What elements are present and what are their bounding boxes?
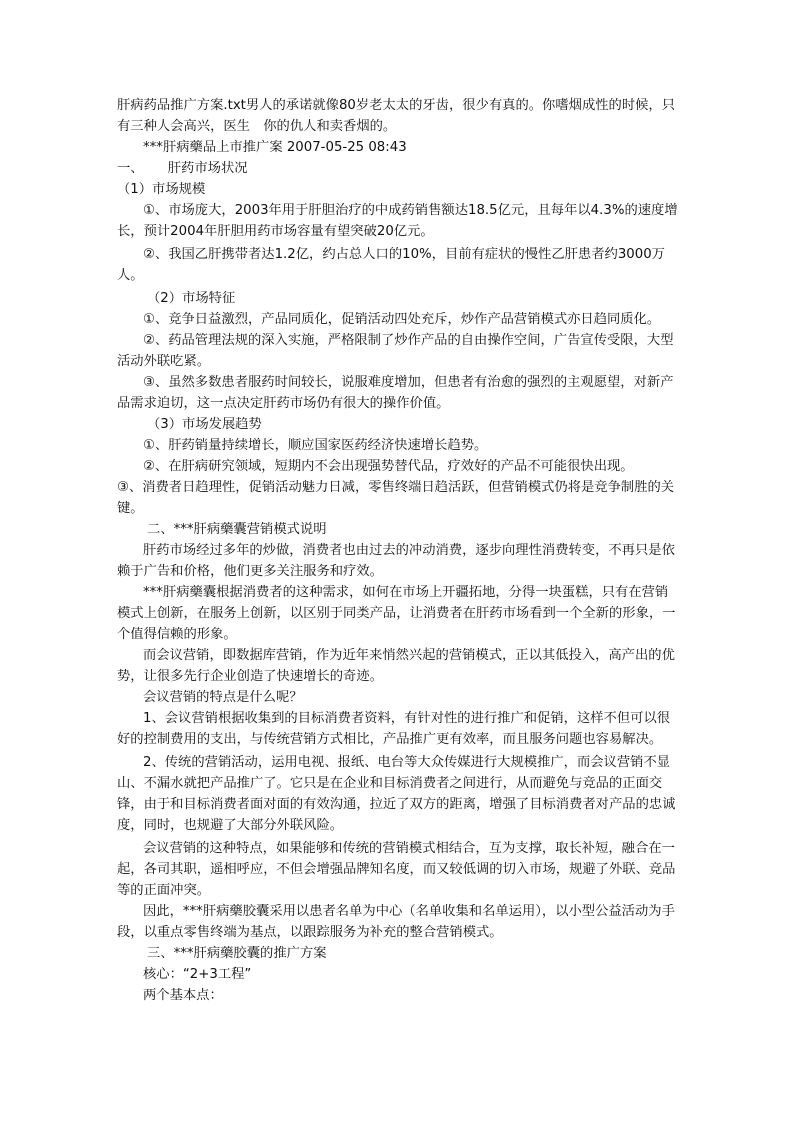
section-3-title: 三、***肝病藥胶囊的推广方案 — [147, 946, 327, 961]
paragraph: ①、竞争日益激烈，产品同质化，促销活动四处充斥，炒作产品营销模式亦日趋同质化。 — [143, 312, 661, 327]
paragraph: ③、虽然多数患者服药时间较长，说服难度增加，但患者有治愈的强烈的主观愿望，对新产品需求迫切，这一点决定肝药市场仍有很大的操作价值。 — [117, 375, 674, 411]
paragraph: ②、在肝病研究领域，短期内不会出现强势替代品，疗效好的产品不可能很快出现。 — [143, 459, 634, 474]
subsection-1-title: （1）市场规模 — [117, 182, 206, 197]
paragraph: 会议营销的特点是什么呢？ — [143, 690, 303, 705]
subsection-2-title: （2）市场特征 — [147, 291, 236, 306]
article-header: ***肝病藥品上市推广案 2007-05-25 08:43 — [143, 140, 407, 155]
paragraph: ③、消费者日趋理性，促销活动魅力日减，零售终端日趋活跃，但营销模式仍将是竞争制胜的关键。 — [117, 480, 675, 516]
paragraph: 肝药市场经过多年的炒做，消费者也由过去的冲动消费，逐步向理性消费转变，不再只是依赖于广告和价格，他们更多关注服务和疗效。 — [117, 543, 675, 579]
paragraph: ②、药品管理法规的深入实施，严格限制了炒作产品的自由操作空间，广告宣传受限，大型活动外联吃紧。 — [117, 333, 674, 369]
paragraph: 而会议营销，即数据库营销，作为近年来悄然兴起的营销模式，正以其低投入，高产出的优势，让很多先行企业创造了快速增长的奇迹。 — [117, 648, 675, 684]
paragraph: 核心：“2+3工程” — [143, 967, 252, 982]
paragraph: 两个基本点： — [143, 988, 223, 1003]
subsection-3-title: （3）市场发展趋势 — [147, 417, 262, 432]
intro-line: 肝病药品推广方案.txt男人的承诺就像80岁老太太的牙齿，很少有真的。你嗜烟成性的时候，只有三种人会高兴，医生 你的仇人和卖香烟的。 — [117, 98, 676, 134]
document-page — [117, 95, 679, 1006]
paragraph: 会议营销的这种特点，如果能够和传统的营销模式相结合，互为支撑，取长补短，融合在一起，各司其职，遥相呼应，不但会增强品牌知名度，而又较低调的切入市场，规避了外联、竞品等的正面冲突。 — [117, 841, 676, 898]
paragraph: ①、市场庞大，2003年用于肝胆治疗的中成药销售额达18.5亿元，且每年以4.3%的速度增长，预计2004年肝胆用药市场容量有望突破20亿元。 — [117, 203, 678, 239]
paragraph: ①、肝药销量持续增长，顺应国家医药经济快速增长趋势。 — [143, 438, 488, 453]
paragraph: ***肝病藥囊根据消费者的这种需求，如何在市场上开疆拓地，分得一块蛋糕，只有在营销模式上创新，在服务上创新，以区别于同类产品，让消费者在肝药市场看到一个全新的形象，一个值得信赖的形象。 — [117, 585, 676, 642]
section-2-title: 二、***肝病藥囊营销模式说明 — [147, 522, 327, 537]
paragraph: ②、我国乙肝携带者达1.2亿，约占总人口的10%，目前有症状的慢性乙肝患者约3000万人。 — [117, 247, 665, 283]
paragraph: 2、传统的营销活动，运用电视、报纸、电台等大众传媒进行大规模推广，而会议营销不显山、不漏水就把产品推广了。它只是在企业和目标消费者之间进行，从而避免与竞品的正面交锋，由于和目标消费者面对面的有效沟通，拉近了双方的距离，增强了目标消费者对产品的忠诚度，同时，也规避了大部分外联风险。 — [117, 755, 676, 833]
paragraph: 1、会议营销根据收集到的目标消费者资料，有针对性的进行推广和促销，这样不但可以很好的控制费用的支出，与传统营销方式相比，产品推广更有效率，而且服务问题也容易解决。 — [117, 711, 671, 747]
paragraph: 因此，***肝病藥胶囊采用以患者名单为中心（名单收集和名单运用），以小型公益活动为手段，以重点零售终端为基点，以跟踪服务为补充的整合营销模式。 — [117, 904, 675, 940]
section-1-title: 一、 肝药市场状况 — [117, 161, 248, 176]
